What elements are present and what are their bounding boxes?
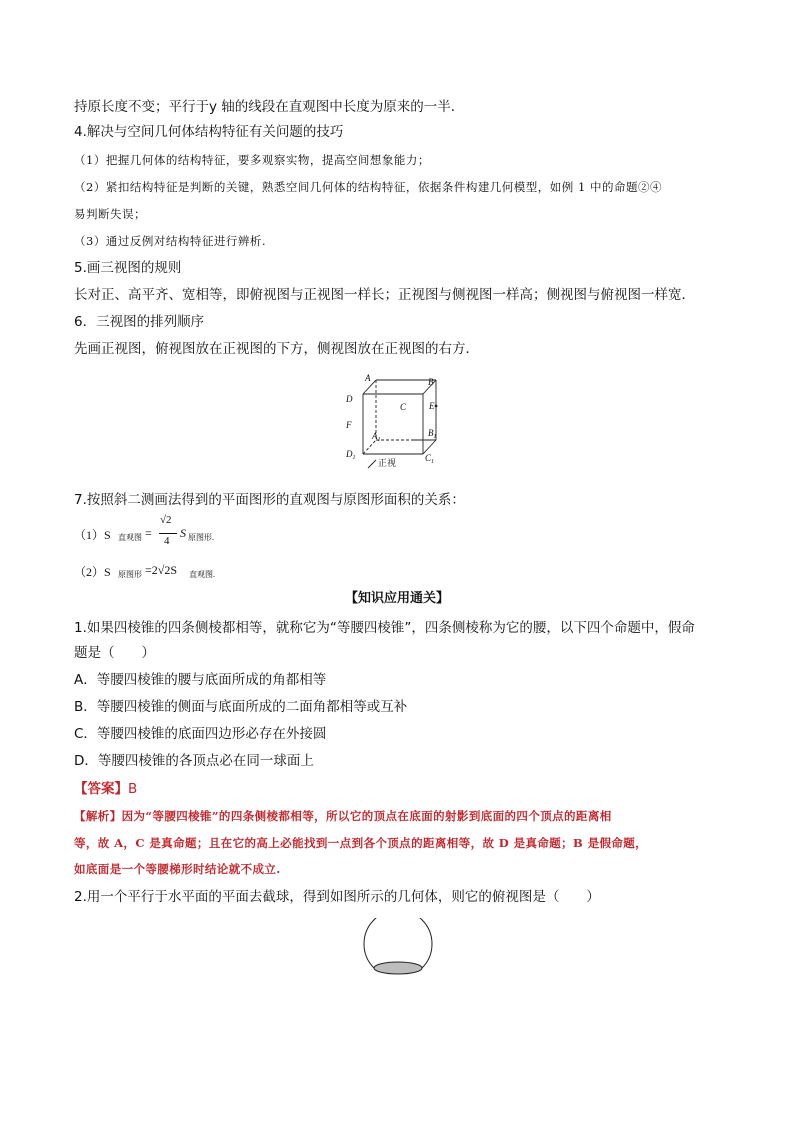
label-a1: $A_1$ [372, 431, 381, 443]
label-a: A [365, 373, 371, 383]
label-e: E [429, 401, 435, 411]
text-line: （1）把握几何体的结构特征，要多观察实物，提高空间想象能力； [74, 153, 430, 167]
option-c: C．等腰四棱锥的底面四边形必存在外接圆 [74, 726, 327, 742]
label-b1: $B_1$ [428, 428, 437, 440]
label-c: C [400, 402, 407, 412]
view-label: 正视 [378, 458, 397, 468]
option-d: D．等腰四棱锥的各顶点必在同一球面上 [74, 753, 314, 769]
label-b: B [428, 377, 434, 387]
heading-6: 6．三视图的排列顺序 [74, 314, 205, 330]
answer-label: 【答案】 [74, 781, 128, 797]
explanation-line: 等，故 A，C 是真命题；且在它的高上必能找到一点到各个顶点的距离相等，故 D 是真命题；B 是假命题， [74, 836, 648, 850]
heading-7: 7.按照斜二测画法得到的平面图形的直观图与原图形面积的关系： [74, 492, 465, 508]
question-1-cont: 题是（ ） [74, 645, 155, 661]
text-line: 持原长度不变；平行于y 轴的线段在直观图中长度为原来的一半． [74, 99, 465, 115]
label-d: D [346, 394, 353, 404]
label-f: F [346, 420, 352, 430]
heading-5: 5.画三视图的规则 [74, 260, 182, 276]
heading-4: 4.解决与空间几何体结构特征有关问题的技巧 [74, 124, 344, 140]
text-line: 易判断失误； [74, 207, 146, 221]
truncated-sphere-figure [362, 918, 434, 978]
text-line: （3）通过反例对结构特征进行辨析. [74, 234, 266, 248]
label-c1: $C_1$ [425, 453, 435, 465]
answer-value: B [128, 781, 138, 797]
document-page: 持原长度不变；平行于y 轴的线段在直观图中长度为原来的一半． 4.解决与空间几何体结构特征有关问题的技巧 （1）把握几何体的结构特征，要多观察实物，提高空间想象能力； （2）紧扣结构特征是判断的关键，熟悉空间几何体的结构特征，依据条件构建几何模型，如例 1 中的命题②④ 易判断失误； （3）通过反例对结构特征进行辨析. 5.画三视图的规则 长对正、高平齐、宽相等，即俯视图与正视图一样长；正视图与侧视图一样高；侧视图与俯视图一样宽． 6．三视图的排列顺序 先画正视图，俯视图放在正视图的下方，侧视图放在正视图的右方． A B D C E F $A_1$ $B_1$ $D_1$ $C_1$ 正视 7.按照斜二测画法得到的平面图形的直观图与原图形面积的关系： （1）S 直观图 = √2 4 S 原图形. （2）S 原图形 =2√2S 直观图. 【知识应用通关】 1.如果四棱锥的四条侧棱都相等，就称它为“等腰四棱锥”，四条侧棱称为它的腰，以下四个命题中，假命 题是（ ） A．等腰四棱锥的腰与底面所成的角都相等 B．等腰四棱锥的侧面与底面所成的二面角都相等或互补 C．等腰四棱锥的底面四边形必存在外接圆 D．等腰四棱锥的各顶点必在同一球面上 【答案】B 【解析】因为“等腰四棱锥”的四条侧棱都相等，所以它的顶点在底面的射影到底面的四个顶点的距离相 等，故 A，C 是真命题；且在它的高上必能找到一点到各个顶点的距离相等，故 D 是真命题；B 是假命题， 如底面是一个等腰梯形时结论就不成立. 2.用一个平行于水平面的平面去截球，得到如图所示的几何体，则它的俯视图是（ ） [0, 0, 794, 1123]
cube-figure [340, 372, 440, 470]
option-b: B．等腰四棱锥的侧面与底面所成的二面角都相等或互补 [74, 699, 408, 715]
explanation-line: 【解析】因为“等腰四棱锥”的四条侧棱都相等，所以它的顶点在底面的射影到底面的四个顶点的距离相 [74, 809, 612, 823]
explanation-line: 如底面是一个等腰梯形时结论就不成立. [74, 862, 281, 876]
label-d1: $D_1$ [346, 449, 356, 461]
question-1: 1.如果四棱锥的四条侧棱都相等，就称它为“等腰四棱锥”，四条侧棱称为它的腰，以下四个命题中，假命 [74, 620, 695, 636]
answer [74, 779, 734, 799]
text-line: 先画正视图，俯视图放在正视图的下方，侧视图放在正视图的右方． [74, 341, 479, 357]
text-line: 长对正、高平齐、宽相等，即俯视图与正视图一样长；正视图与侧视图一样高；侧视图与俯视图一样宽． [74, 287, 695, 303]
question-2: 2.用一个平行于水平面的平面去截球，得到如图所示的几何体，则它的俯视图是（ ） [74, 889, 600, 905]
section-title: 【知识应用通关】 [344, 591, 449, 606]
option-a: A．等腰四棱锥的腰与底面所成的角都相等 [74, 672, 327, 688]
text-line: （2）紧扣结构特征是判断的关键，熟悉空间几何体的结构特征，依据条件构建几何模型，如例 1 中的命题②④ [74, 180, 662, 194]
